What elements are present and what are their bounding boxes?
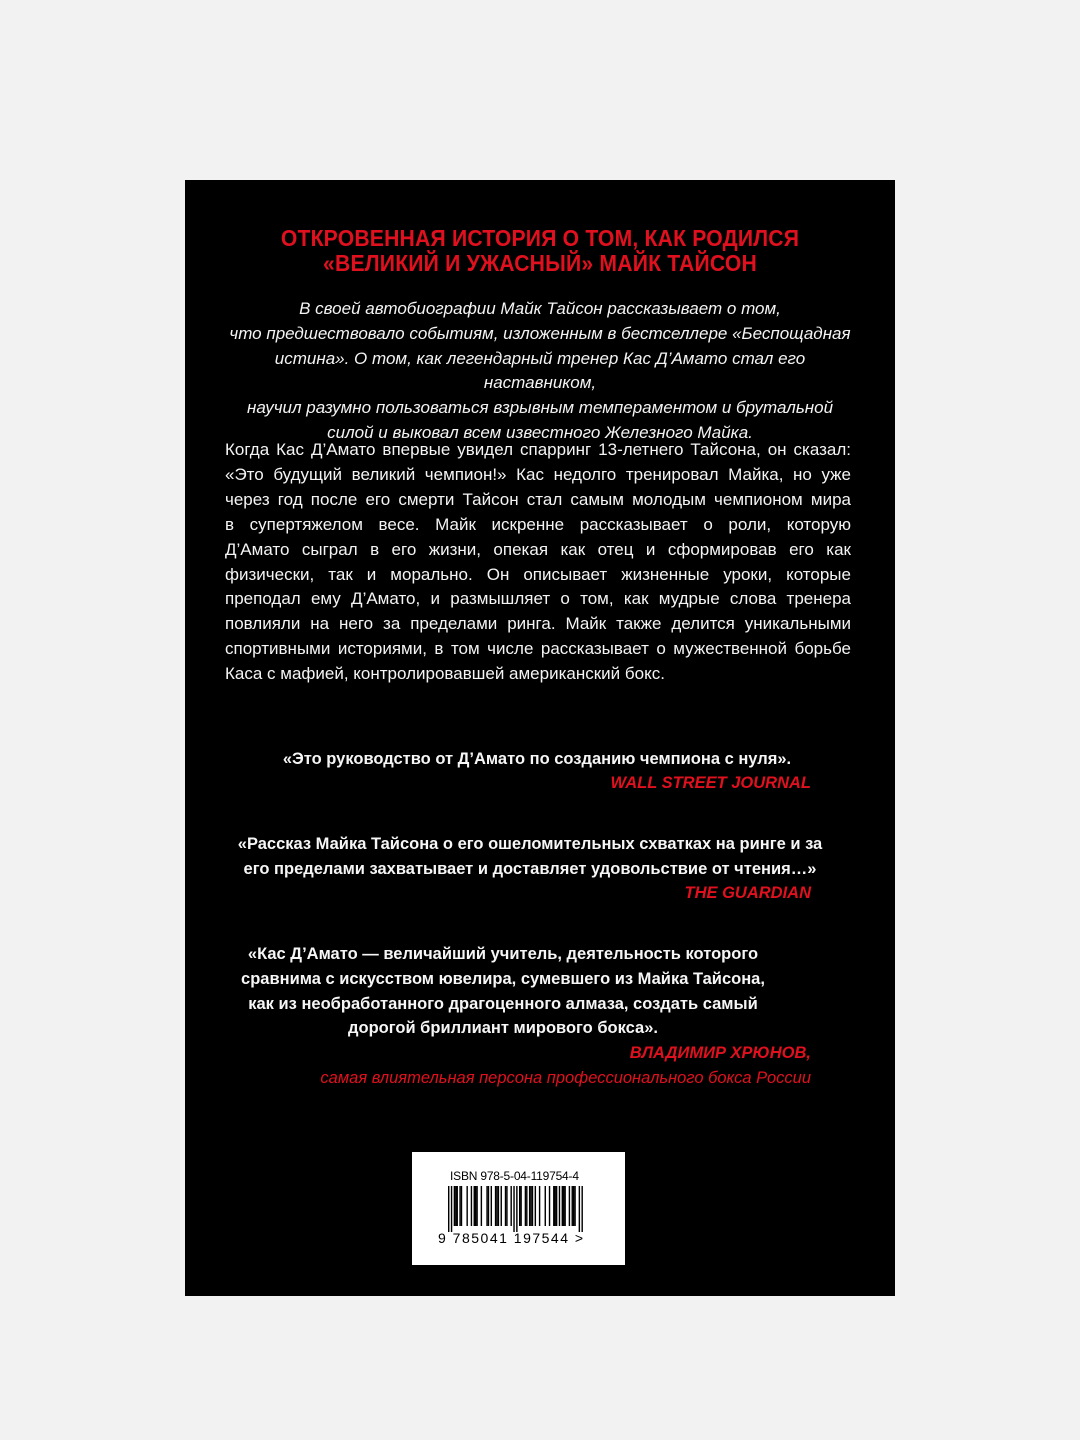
quote-wsj <box>225 747 849 772</box>
quote-line: «Кас Д’Амато — величайший учитель, деятельность которого <box>247 945 759 963</box>
barcode-bar <box>572 1186 573 1226</box>
intro-line: научил разумно пользоваться взрывным темпераментом и брутальной <box>246 398 834 418</box>
barcode-bar <box>573 1186 574 1226</box>
barcode-bar <box>513 1186 514 1232</box>
quote-khryunov <box>225 942 781 1041</box>
barcode-bar <box>520 1186 521 1226</box>
barcode-bar <box>498 1186 499 1226</box>
intro-paragraph <box>225 297 855 446</box>
barcode-bar <box>481 1186 482 1226</box>
barcode-bar <box>491 1186 492 1226</box>
barcode-bar <box>486 1186 487 1226</box>
barcode-bar <box>505 1186 506 1226</box>
barcode-bar <box>506 1186 507 1226</box>
barcode-bar <box>556 1186 557 1226</box>
quote-source-wsj: WALL STREET JOURNAL <box>610 774 811 792</box>
barcode-bar <box>539 1186 540 1226</box>
barcode-bar <box>459 1186 460 1226</box>
quote-line: сравнима с искусством ювелира, сумевшего из Майка Тайсона, <box>241 969 765 988</box>
quote-line: дорогой бриллиант мирового бокса». <box>348 1019 658 1038</box>
book-back-cover <box>185 180 895 1296</box>
intro-line: что предшествовало событиям, изложенным в бестселлере «Беспощадная <box>229 323 851 343</box>
body-line: Когда Кас Д’Амато впервые увидел спарринг 13-летнего Тайсона, он сказал: <box>225 440 851 459</box>
barcode-bar <box>562 1186 563 1226</box>
barcode-bar <box>471 1186 472 1226</box>
body-line: физически, так и морально. Он описывает жизненные уроки, которые <box>225 564 851 584</box>
barcode-bar <box>535 1186 536 1226</box>
intro-line: истина». О том, как легендарный тренер Кас Д’Амато стал его наставником, <box>274 348 806 393</box>
barcode-bar <box>545 1186 546 1226</box>
barcode-bar <box>569 1186 570 1226</box>
barcode-bar <box>581 1186 582 1232</box>
barcode-bar <box>475 1186 476 1226</box>
barcode-bar <box>454 1186 455 1226</box>
barcode-bar <box>501 1186 502 1226</box>
barcode-bar <box>476 1186 477 1226</box>
barcode-bar <box>563 1186 564 1226</box>
body-paragraph <box>225 438 851 687</box>
quote-guardian <box>225 832 835 882</box>
headline-line-2: «ВЕЛИКИЙ И УЖАСНЫЙ» МАЙК ТАЙСОН <box>323 250 757 276</box>
body-line: Каса с мафией, контролировавшей американский бокс. <box>225 664 665 684</box>
barcode-bar <box>519 1186 520 1226</box>
body-line: в супертяжелом весе. Майк искренне рассказывает о роли, которую <box>225 514 851 534</box>
headline-line-1: ОТКРОВЕННАЯ ИСТОРИЯ О ТОМ, КАК РОДИЛСЯ <box>280 225 800 251</box>
barcode-bar <box>532 1186 533 1226</box>
barcode-bar <box>564 1186 565 1226</box>
body-line: Д’Амато сыграл в его жизни, опекая как отец и сформировав его как <box>225 539 851 559</box>
body-line: преподал ему Д’Амато, и размышляет о том, как мудрые слова тренера <box>225 589 851 609</box>
quote-line: «Рассказ Майка Тайсона о его ошеломительных схватках на ринге и за <box>237 835 823 853</box>
barcode-bar <box>495 1186 496 1226</box>
barcode-bar <box>555 1186 556 1226</box>
body-line: спортивными историями, в том числе рассказывает о мужественной борьбе <box>225 639 851 659</box>
ean-digits: 9 785041 197544 > <box>438 1230 585 1246</box>
barcode-bars <box>448 1186 590 1232</box>
barcode-bar <box>496 1186 497 1226</box>
quote-line: как из необработанного драгоценного алмаза, создать самый <box>248 994 758 1013</box>
quote-source-khryunov: ВЛАДИМИР ХРЮНОВ, <box>629 1044 811 1062</box>
barcode-bar <box>461 1186 462 1226</box>
barcode-bar <box>549 1186 550 1226</box>
intro-line: В своей автобиографии Майк Тайсон рассказывает о том, <box>299 299 781 318</box>
barcode-bar <box>455 1186 456 1226</box>
barcode-bar <box>530 1186 531 1226</box>
body-line: «Это будущий великий чемпион!» Кас недолго тренировал Майка, но уже <box>225 464 851 484</box>
barcode-bar <box>516 1186 517 1232</box>
barcode-bar <box>529 1186 530 1226</box>
barcode-bar <box>553 1186 554 1226</box>
isbn-barcode-box <box>412 1152 625 1265</box>
barcode-bar <box>559 1186 560 1226</box>
barcode-bar <box>451 1186 452 1232</box>
intro-line: силой и выковал всем известного Железного Майка. <box>327 422 753 442</box>
barcode-bar <box>525 1186 526 1226</box>
quote-source-guardian: THE GUARDIAN <box>684 884 811 902</box>
quote-source-khryunov-subtitle: самая влиятельная персона профессионального бокса России <box>320 1069 811 1087</box>
barcode-bar <box>574 1186 575 1226</box>
quote-line: его пределами захватывает и доставляет удовольствие от чтения…» <box>243 859 817 878</box>
body-line: через год после его смерти Тайсон стал самым молодым чемпионом мира <box>225 489 851 509</box>
barcode-bar <box>579 1186 580 1232</box>
headline <box>213 226 866 276</box>
barcode-bar <box>488 1186 489 1226</box>
barcode-bar <box>526 1186 527 1226</box>
body-line: повлияли на него за пределами ринга. Майк также делится уникальными <box>225 614 851 634</box>
isbn-label: ISBN 978-5-04-119754-4 <box>450 1169 579 1183</box>
barcode-bar <box>466 1186 467 1226</box>
barcode-bar <box>448 1186 449 1232</box>
barcode-bar <box>510 1186 511 1226</box>
quote-line: «Это руководство от Д’Амато по созданию чемпиона с нуля». <box>282 750 792 768</box>
barcode-bar <box>474 1186 475 1226</box>
barcode-bar <box>457 1186 458 1226</box>
